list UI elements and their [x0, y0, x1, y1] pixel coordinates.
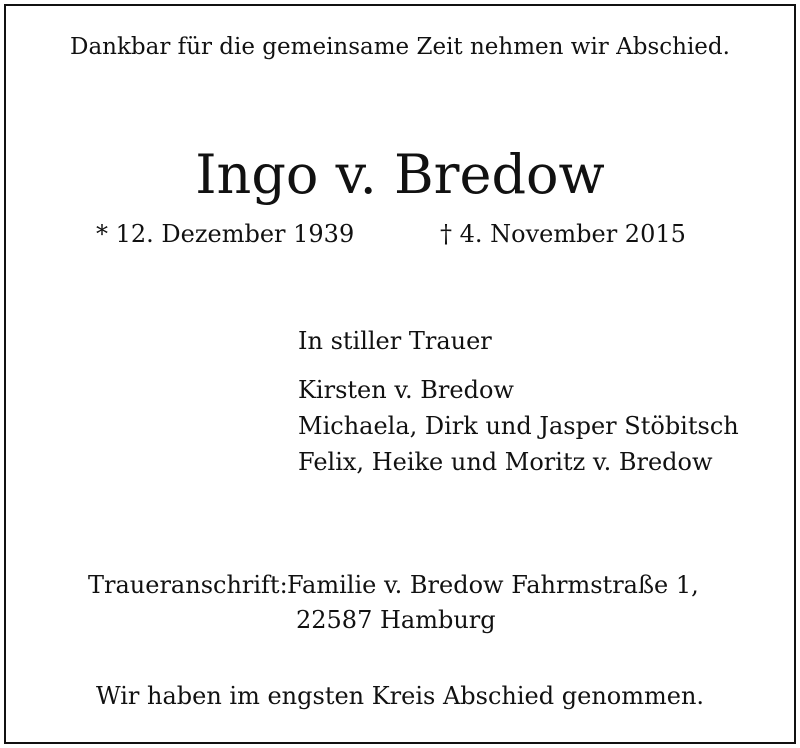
closing-text: Wir haben im engsten Kreis Abschied genommen. — [95, 682, 705, 710]
address-line-2: 22587 Hamburg — [296, 606, 496, 634]
deceased-name: Ingo v. Bredow — [195, 143, 605, 206]
death-date: † 4. November 2015 — [440, 220, 686, 248]
mourner-name: Kirsten v. Bredow — [298, 376, 514, 404]
mourning-phrase: In stiller Trauer — [298, 327, 492, 355]
intro-text: Dankbar für die gemeinsame Zeit nehmen wir Abschied. — [70, 34, 730, 60]
address-label: Traueranschrift: — [88, 571, 288, 599]
birth-date: * 12. Dezember 1939 — [96, 220, 355, 248]
address-line-1: Familie v. Bredow Fahrmstraße 1, — [287, 571, 699, 599]
mourner-name: Michaela, Dirk und Jasper Stöbitsch — [298, 412, 739, 440]
mourner-name: Felix, Heike und Moritz v. Bredow — [298, 448, 713, 476]
